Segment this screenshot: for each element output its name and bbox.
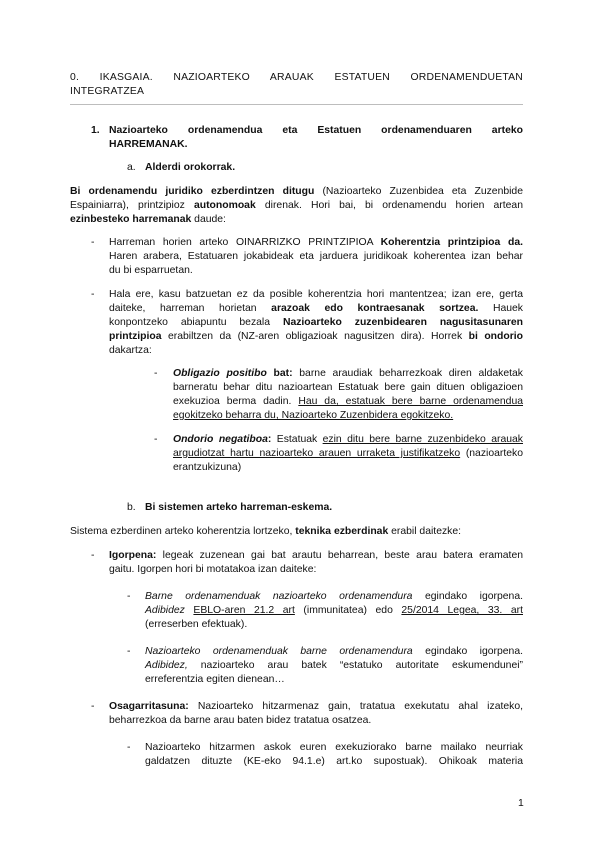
bullet2-bold3: printzipioa [109,331,162,342]
igor-sub1-i2: Adibidez [145,605,185,616]
igor-sub2-line3: erreferentzia egiten dienean… [145,674,285,685]
igorpena-line1 [109,549,523,563]
bullet2-t4: konpontzeko abiapuntu bezala [109,317,283,328]
igor-sub2-i1: Nazioarteko ordenamenduak barne ordenamendura [145,646,413,657]
sub-bullet1-line1 [173,367,523,381]
bullet1-line2: Haren arabera, Estatuaren jokabideak eta jarduera juridikoak koherentea izan behar [109,251,523,262]
section-heading-line2: HARREMANAK. [109,139,188,150]
sub-bullet1-b1: bat: [266,368,293,379]
igorpena-bold1: Igorpena: [109,550,157,561]
bullet2-line2 [109,302,523,316]
subsection-a-letter: a. [127,162,136,173]
bullet2-line5: dakartza: [109,345,152,356]
lesson-title-line2: INTEGRATZEA [70,86,145,97]
osagarri-line2: beharrezkoa da barne arau baten bidez tratatua osatzea. [109,715,372,726]
section-number: 1. [91,125,100,136]
intro-bold2: autonomoak [193,200,256,211]
bullet2-bold1: arazoak edo kontraesanak sortzea. [271,303,479,314]
sub-bullet1-t3: exekuzioa berma dadin. [173,396,299,407]
bullet1-line1 [109,236,523,250]
section-heading-line1: Nazioarteko ordenamendua eta Estatuen ordenamenduaren arteko [109,125,523,136]
intro-line2 [70,199,523,213]
igor-sub1-t1: egindako igorpena. [412,591,523,602]
igor-sub2-line2 [145,659,523,673]
sub-bullet2-line3: erantzukizuna) [173,462,242,473]
intro-t3: direnak. Hori bai, bi ordenamendu horien artean [255,200,523,211]
title-divider [70,104,523,105]
bullet1-line3: du bi esparruetan. [109,265,193,276]
subsection-b-heading: Bi sistemen arteko harreman-eskema. [145,502,333,513]
para-b [70,525,461,539]
osagarri-bold1: Osagarritasuna: [109,701,189,712]
igor-sub1-i1: Barne ordenamenduak nazioarteko ordenamendura [145,591,413,602]
page-number: 1 [518,798,524,809]
sub-bullet2-t1: Estatuak [271,434,323,445]
igor-sub1-dash: - [127,591,131,602]
igor-sub1-u2: 25/2014 Legea, 33. art [401,605,523,616]
osag-sub1-dash: - [127,742,131,753]
igor-sub1-line3: (erreserben efektuak). [145,619,248,630]
igor-sub2-t2: nazioarteko arau batek “estatuko autoritate eskumendunei” [187,660,523,671]
intro-t1: (Nazioarteko Zuzenbidea eta Zuzenbide [314,186,523,197]
subsection-b-letter: b. [127,502,136,513]
intro-line3 [70,213,226,227]
igor-sub2-t1: egindako igorpena. [412,646,523,657]
bullet2-line3 [109,316,523,330]
sub-bullet1-u1: Hau da, estatuak bere barne ordenamendua [298,396,523,407]
bullet2-line4 [109,330,523,344]
osagarri-t1: Nazioarteko hitzarmenaz gain, tratatua exekutatu ahal izateko, [188,701,523,712]
igor-sub1-line2 [145,604,523,618]
bullet1-bold1: Koherentzia printzipioa da. [380,237,523,248]
igor-sub1-u1: EBLO-aren 21.2 art [193,605,295,616]
para-b-bold1: teknika ezberdinak [295,526,389,537]
sub-bullet2-t2: (nazioarteko [460,448,523,459]
intro-bold1: Bi ordenamendu juridiko ezberdintzen ditugu [70,186,315,197]
igor-sub2-line1 [145,645,523,659]
sub-bullet1-line4: egokitzeko beharra du, Nazioarteko Zuzenbidera egokitzeko. [173,410,454,421]
sub-bullet2-line2 [173,447,523,461]
bullet1-dash: - [91,237,95,248]
sub-bullet2-dash: - [154,434,158,445]
intro-line1 [70,185,523,199]
sub-bullet2-bi1: Ondorio negatiboa [173,434,268,445]
igor-sub2-i2: Adibidez, [145,660,188,671]
igor-sub1-t3: (immunitatea) edo [294,605,402,616]
igorpena-dash: - [91,550,95,561]
para-b-t1: Sistema ezberdinen arteko koherentzia lortzeko, [70,526,296,537]
igorpena-t1: legeak zuzenean gai bat arautu beharrean, beste arau batera eramaten [156,550,523,561]
bullet2-t2: daiteke, harreman horietan [109,303,272,314]
sub-bullet1-dash: - [154,368,158,379]
osagarri-line1 [109,700,523,714]
bullet2-dash: - [91,289,95,300]
sub-bullet1-line3 [173,395,523,409]
osag-sub1-line1: Nazioarteko hitzarmen askok euren exekuziorako barne mailako neurriak [145,742,523,753]
intro-t4: daude: [191,214,226,225]
sub-bullet1-bi1: Obligazio positibo [173,368,267,379]
osag-sub1-line2: galdatzen dituzte (KE-eko 94.1.e) art.ko supostuak). Ohikoak materia [145,756,523,767]
intro-t2: Espainiarra), printzipioz [70,200,194,211]
lesson-title-line2-block [70,85,144,99]
sub-bullet2-line1 [173,433,523,447]
intro-bold3: ezinbesteko harremanak [70,214,192,225]
sub-bullet2-u1: ezin ditu bere barne zuzenbideko arauak [322,434,523,445]
bullet1-t1: Harreman horien arteko OINARRIZKO PRINTZIPIOA [109,237,381,248]
bullet2-t3: Hauek [478,303,523,314]
igor-sub2-dash: - [127,646,131,657]
bullet2-bold4: bi ondorio [468,331,523,342]
subsection-a-heading: Alderdi orokorrak. [145,162,236,173]
osagarri-dash: - [91,701,95,712]
bullet2-t5: erabiltzen da (NZ-aren obligazioak nagusitzen dira). Horrek [161,331,469,342]
sub-bullet2-u2: argudiotzat hartu nazioarteko arauen urraketa justifikatzeko [173,448,461,459]
lesson-title-line1: 0. IKASGAIA. NAZIOARTEKO ARAUAK ESTATUEN ORDENAMENDUETAN [70,72,523,83]
igor-sub1-line1 [145,590,523,604]
sub-bullet2-b1: : [267,434,272,445]
bullet2-line1: Hala ere, kasu batzuetan ez da posible koherentzia hori mantentzea; izan ere, gerta [109,289,523,300]
sub-bullet1-t1: barne araudiak beharrezkoak diren aldaketak [292,368,523,379]
igorpena-line2: gaitu. Igorpen hori bi motatakoa izan daiteke: [109,564,317,575]
bullet2-bold2: Nazioarteko zuzenbidearen nagusitasunaren [282,317,523,328]
para-b-t2: erabil daitezke: [388,526,462,537]
lesson-title [70,71,523,85]
sub-bullet1-line2: barneratu behar ditu nazioartean Estatuak bere gain dituen obligazioen [173,382,523,393]
